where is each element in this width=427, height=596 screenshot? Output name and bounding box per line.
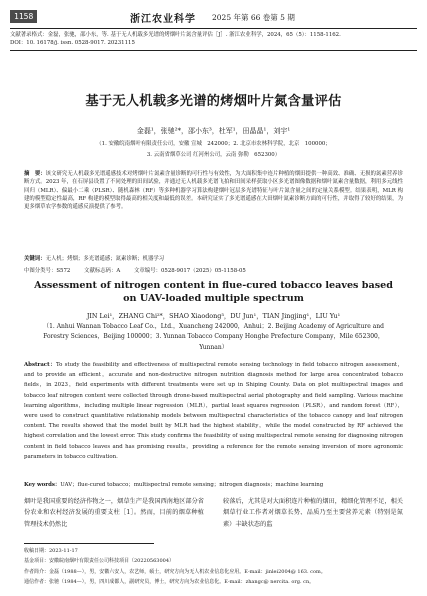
abstract-english-text: To study the feasibility and effectiveness of multispectral remote sensing technology in field tobacco nitrogen assessment，and to provide an efficient，accurate and non-destructive nitrogen nutrition diagnosis method for large area concentrated tobacco fields，in 2023，field experiments with different treatments were set up in Shiping County. Data on plot multispectral images and tobacco leaf nitrogen content were collected through drone-based multispectral aerial photography and field sampling. Various machine learning algorithms，including multiple linear regression（MLR），partial least squares regression（PLSR），and random forest（RF），were used to construct quantitative relationship models between multispectral characteristics of the tobacco canopy and leaf nitrogen content. The results showed that the model built by MLR had the highest stability，while the model constructed by RF achieved the highest correlation and the lowest error. This study confirms the feasibility of using multispectral remote sensing for diagnosing nitrogen content in field tobacco leaves and has promising results，providing a reference for the remote sensing inversion of more agronomic parameters in tobacco cultivation.	[24, 362, 403, 460]
body-column-left: 烟叶是我国重要的经济作物之一，烟草生产是我国西南地区部分省份农业和农村经济发展的重要支柱［1］。然而，目前的烟草种植管理技术仍然比	[24, 498, 204, 528]
abstract-english-label: Abstract：	[24, 362, 56, 368]
clc-number: 中图分类号：S572	[24, 268, 71, 274]
citation-format: 文献著录格式：金磊，张驰，邵小东，等. 基于无人机载多光谱的烤烟叶片氮含量评估［J］. 浙江农业科学，2024，65（5）：1158-1162.	[10, 32, 341, 38]
keywords-chinese-text: 无人机；烤烟；多光谱遥感；氮素诊断；机器学习	[45, 256, 165, 262]
keywords-chinese	[24, 254, 403, 262]
body-column-right: 较落后，尤其是对大面积连片种植的烟田，精细化管理不足，相关烟草行业工作者对烟草长势、品质乃至主要营养元素（特别是氮素）丰缺状态的监	[223, 498, 403, 528]
footnote-corresponding: 通信作者：张驰（1984—），男，四川成都人，副研究员，博士，研究方向为农业信息化。E-mail：zhangc@ nercita. org. cn。	[24, 579, 315, 586]
document-code: 文献标志码：A	[84, 268, 121, 274]
classification-line	[24, 266, 403, 274]
title-english: Assessment of nitrogen content in flue-cured tobacco leaves based on UAV-loaded multiple spectrum	[34, 280, 393, 304]
authors-english: JIN Lei¹，ZHANG Chi²*，SHAO Xiaodong³，DU Jun¹，TIAN Jingjing¹，LIU Yu¹	[86, 312, 341, 320]
keywords-english-label: Key words：	[24, 482, 61, 488]
footnote-funding: 基金项目：安徽皖南烟叶有限责任公司科技项目（20220563004）	[24, 558, 174, 565]
page-number: 1158	[10, 10, 37, 23]
journal-title: 浙江农业科学	[130, 14, 196, 25]
abstract-chinese	[24, 170, 403, 211]
abstract-chinese-label: 摘 要：	[24, 171, 46, 177]
title-chinese: 基于无人机载多光谱的烤烟叶片氮含量评估	[85, 94, 342, 109]
footnotes	[24, 546, 417, 588]
running-header	[10, 10, 417, 28]
abstract-chinese-text: 该文研究无人机载多光谱遥感技术对烤烟叶片氮素含量诊断的可行性与有效性，为大面积集中连片种植的烟田提供一种高效、准确、无损的氮素营养诊断方式。2023 年，在石屏县设置了不同处理的田间试验，并通过无人机载多光谱飞拍和田间采样获取小区多光谱图像数据和烟叶氮素含量数据，利用多元线性回归（MLR）、偏最小二乘（PLSR）、随机森林（RF）等多种机器学习算法构建烟叶冠层多光谱特征与叶片氮含量之间的定量关系模型。结果表明，MLR 构建的模型稳定性最高，RF 构建的模型取得最高的相关度和最低的误差。本研究证实了多光谱遥感在大田烟叶氮素诊断方面的可行性，并取得了较好的结果，为更多烟草农学参数的遥感反演提供了参考。	[24, 171, 403, 211]
article-number: 文章编号：0528-9017（2025）05-1158-05	[134, 268, 246, 274]
citation-block	[10, 31, 417, 47]
affiliation-chinese-line-2: 3. 云南省烟草公司 红河州公司，云南 弥勒 652300）	[146, 152, 281, 158]
citation-rule	[10, 50, 417, 51]
affiliation-chinese-line-1: （1. 安徽皖南烟叶有限责任公司，安徽 宣城 242000；2. 北京市农林科学院，北京 100000；	[96, 141, 331, 147]
footnote-author-bio: 作者简介：金磊（1988—），男，安徽六安人，农艺师，硕士，研究方向为无人机农业信息化应用。E-mail：jinlei2004@ 163. com。	[24, 568, 326, 575]
footnote-received: 收稿日期：2023-11-17	[24, 548, 78, 554]
footnote-rule	[24, 543, 154, 544]
keywords-english-text: UAV；flue-cured tobacco；multispectral remote sensing；nitrogen diagnosis；machine learning	[60, 482, 324, 488]
body-text	[24, 496, 403, 540]
keywords-chinese-label: 关键词：	[24, 256, 46, 262]
authors-chinese: 金磊¹，张驰²*，邵小东³，杜军¹，田晶晶¹，刘宇¹	[136, 127, 291, 135]
doi: DOI：10. 16178/j. issn. 0528-9017. 20231115	[10, 40, 135, 47]
issue-info: 2025 年第 66 卷第 5 期	[212, 13, 295, 22]
abstract-english	[24, 360, 403, 462]
header-rule	[10, 28, 417, 29]
affiliation-english: （1. Anhui Wannan Tobacco Leaf Co.，Ltd.，Xuancheng 242000，Anhui；2. Beijing Academy of Agriculture and Forestry Sciences，Beijing 100000；3. Yunnan Tobacco Company Honghe Prefecture Company，Mile 652300，Yunnan）	[43, 323, 384, 351]
keywords-english	[24, 480, 403, 488]
